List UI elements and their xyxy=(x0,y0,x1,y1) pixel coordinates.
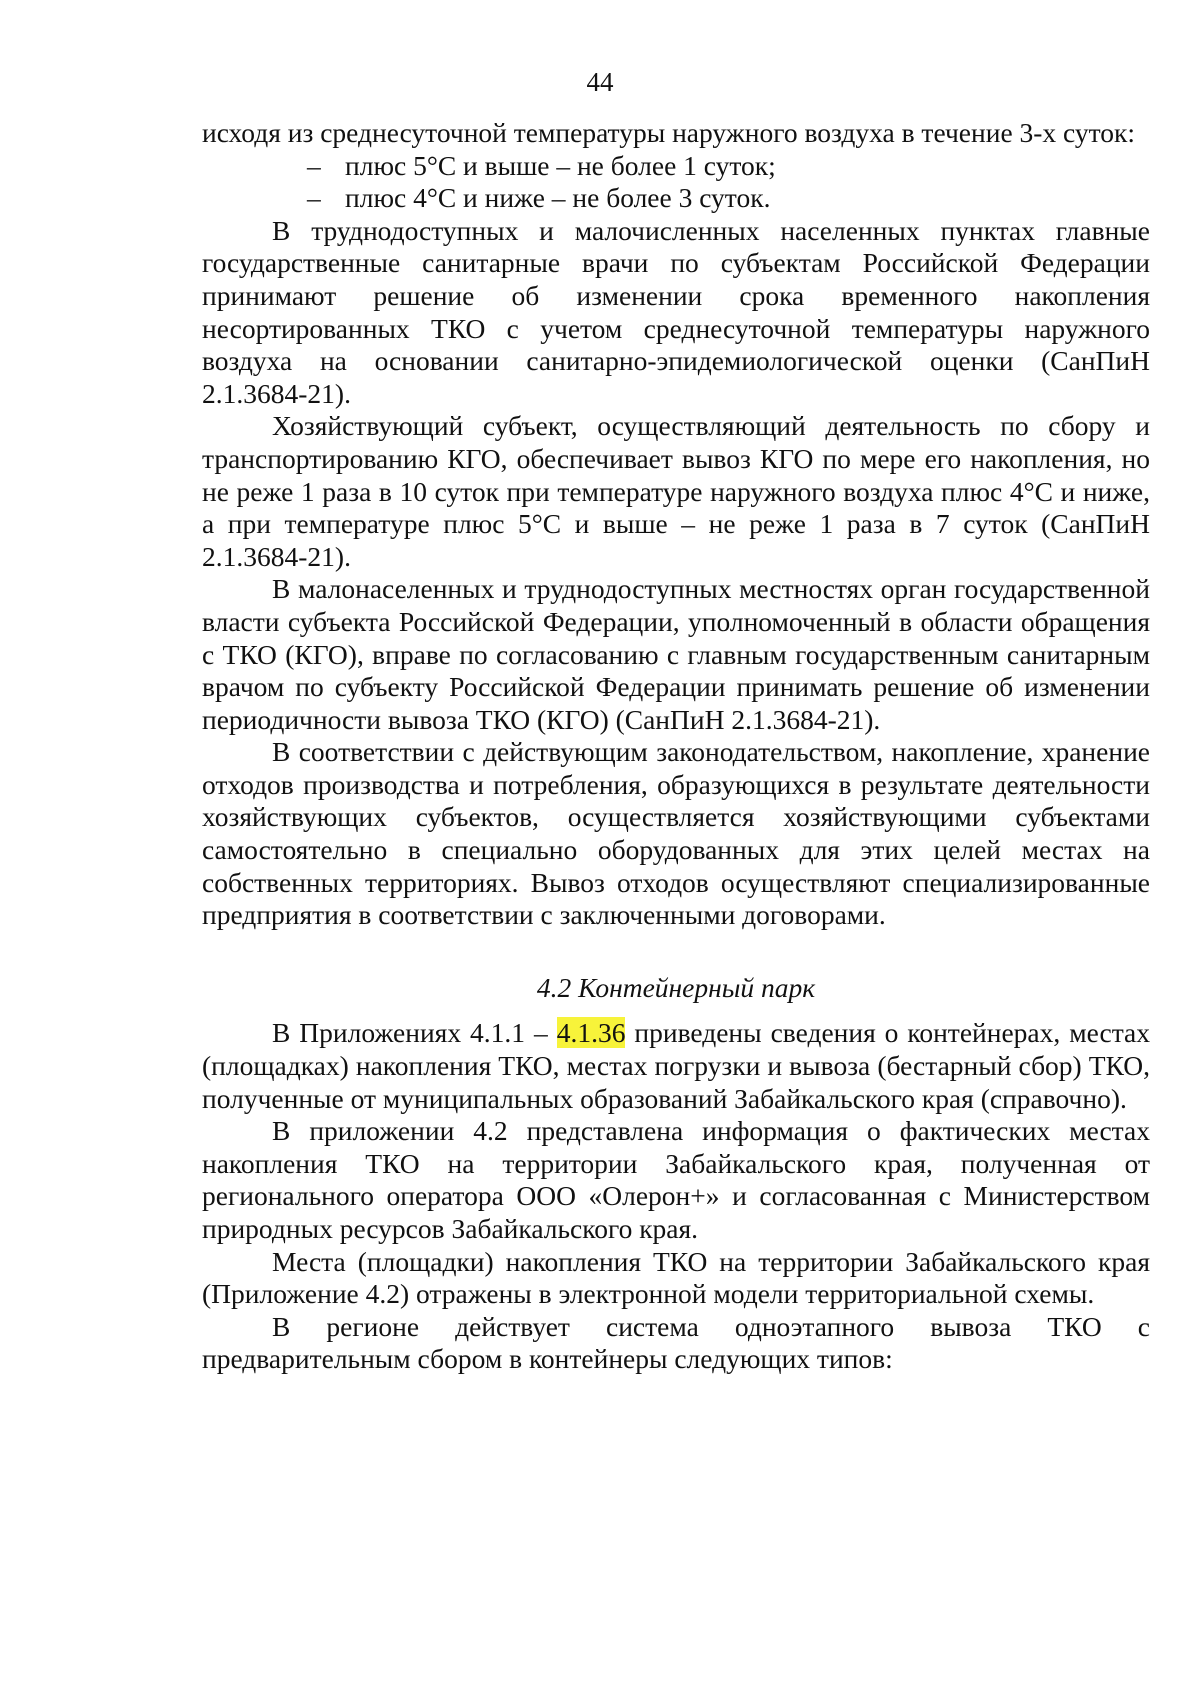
highlighted-reference: 4.1.36 xyxy=(556,1017,626,1049)
paragraph-collection-system: В регионе действует система одноэтапного вывоза ТКО с предварительным сбором в контейнеры следующих типов: xyxy=(202,1310,1150,1375)
paragraph-appendix-4-2: В приложении 4.2 представлена информация о фактических местах накопления ТКО на территории Забайкальского края, полученная от регионального оператора ООО «Олерон+» и согласованная с Министерством природных ресурсов Забайкальского края. xyxy=(202,1115,1150,1244)
document-body xyxy=(202,117,1150,1376)
list-dash: – xyxy=(307,182,321,214)
temperature-list xyxy=(202,150,1150,215)
paragraph-appendices-start: В Приложениях 4.1.1 – xyxy=(272,1017,557,1049)
page-number: 44 xyxy=(586,67,614,97)
paragraph-legislation: В соответствии с действующим законодательством, накопление, хранение отходов производства и потребления, образующихся в результате деятельности хозяйствующих субъектов, осуществляется хозяйствующими субъектами самостоятельно в специально оборудованных для этих целей местах на собственных территориях. Вывоз отходов осуществляют специализированные предприятия в соответствии с заключенными договорами. xyxy=(202,736,1150,931)
paragraph-kgo-removal: Хозяйствующий субъект, осуществляющий деятельность по сбору и транспортированию КГО, обеспечивает вывоз КГО по мере его накопления, но не реже 1 раза в 10 суток при температуре наружного воздуха плюс 4°С и ниже, а при температуре плюс 5°С и выше – не реже 1 раза в 7 суток (СанПиН 2.1.3684-21). xyxy=(202,410,1150,572)
list-dash: – xyxy=(307,149,321,181)
list-item xyxy=(202,150,1150,183)
paragraph-appendices-end: приведены сведения о контейнерах, местах (площадках) накопления ТКО, местах погрузки и вывоза (бестарный сбор) ТКО, полученные от муниципальных образований Забайкальского края (справочно). xyxy=(202,1017,1151,1114)
list-item-text: плюс 5°С и выше – не более 1 суток; xyxy=(345,149,776,181)
paragraph-sparsely-populated: В малонаселенных и труднодоступных местностях орган государственной власти субъекта Российской Федерации, уполномоченный в области обращения с ТКО (КГО), вправе по согласованию с главным государственным санитарным врачом по субъекту Российской Федерации принимать решение об изменении периодичности вывоза ТКО (КГО) (СанПиН 2.1.3684-21). xyxy=(202,573,1150,735)
list-item xyxy=(202,182,1150,215)
paragraph-temperature-intro: исходя из среднесуточной температуры наружного воздуха в течение 3-х суток: xyxy=(202,117,1136,148)
paragraph-remote-settlements: В труднодоступных и малочисленных населенных пунктах главные государственные санитарные врачи по субъектам Российской Федерации принимают решение об изменении срока временного накопления несортированных ТКО с учетом среднесуточной температуры наружного воздуха на основании санитарно-эпидемиологической оценки (СанПиН 2.1.3684-21). xyxy=(202,214,1150,409)
list-item-text: плюс 4°С и ниже – не более 3 суток. xyxy=(345,182,771,214)
paragraph-appendices xyxy=(202,1017,1150,1115)
section-heading: 4.2 Контейнерный парк xyxy=(536,971,816,1003)
paragraph-electronic-model: Места (площадки) накопления ТКО на территории Забайкальского края (Приложение 4.2) отражены в электронной модели территориальной схемы. xyxy=(202,1245,1150,1310)
